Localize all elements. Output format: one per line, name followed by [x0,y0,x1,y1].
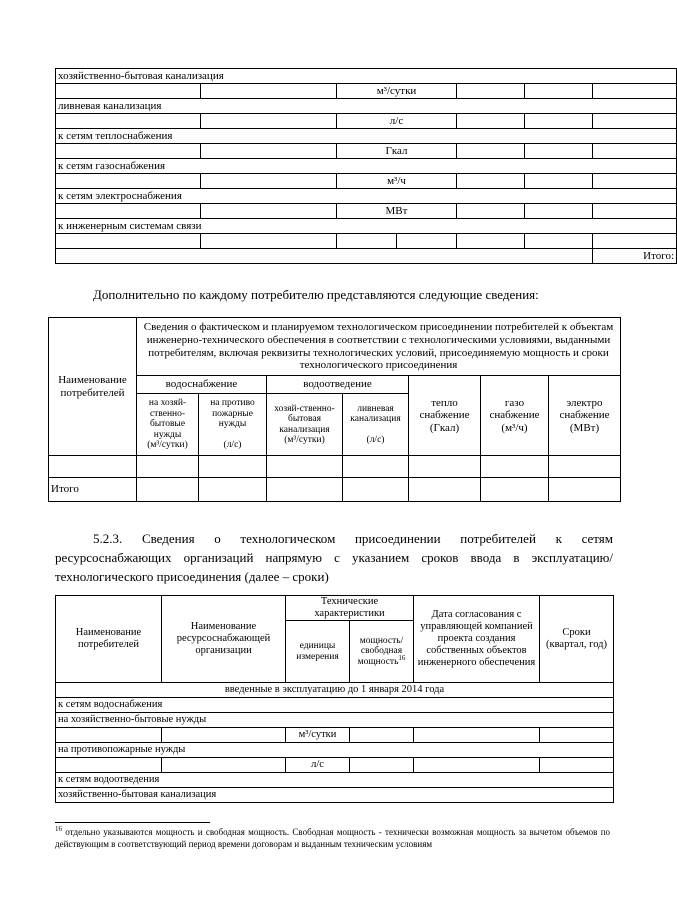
table-row [56,159,677,174]
col-consumers: Наименование потребителей [56,596,162,683]
unit-cell: м³/сутки [286,728,350,743]
row-label: на хозяйственно-бытовые нужды [56,713,614,728]
total-cell: Итого [49,478,137,502]
table-row [49,478,621,502]
col-consumers: Наименование потребителей [49,318,137,456]
table-row [49,456,621,478]
row-label: хозяйственно-бытовая канализация [56,788,614,803]
unit-cell: м³/ч [337,174,457,189]
table-continuation [55,68,677,264]
gas-header: газо снабжение (м³/ч) [481,376,549,456]
unit-cell: л/с [286,758,350,773]
electro-header: электро снабжение (МВт) [549,376,621,456]
unit-cell: МВт [337,204,457,219]
fire-needs-header: на противо пожарные нужды (л/с) [199,394,267,456]
col-terms: Сроки (квартал, год) [540,596,614,683]
row-label: к сетям водоснабжения [56,698,614,713]
details-header: Сведения о фактическом и планируемом технологическом присоединении потребителей к объектам инженерно-технического обеспечения в соответствии с технологическими условиями, выданными потребителям, включая реквизиты технологических условий, присоединяемую мощность и сроки технологического присоединения [137,318,621,376]
unit-cell: л/с [337,114,457,129]
consumer-details-table [48,317,621,502]
table-row [56,204,677,219]
table-row [56,249,677,264]
table-row [56,174,677,189]
row-label: на противопожарные нужды [56,743,614,758]
table-row [56,219,677,234]
table-row [56,129,677,144]
col-tech: Технические характеристики [286,596,414,621]
table-row [56,114,677,129]
col-units: единицы измерения [286,621,350,683]
row-label: хозяйственно-бытовая канализация [56,69,677,84]
col-power: мощность/ свободная мощность$^{16}$ [350,621,414,683]
table-row [56,234,677,249]
table-row [56,144,677,159]
col-org: Наименование ресурсоснабжающей организации [162,596,286,683]
household-needs-header: на хозяй-ственно-бытовые нужды (м³/сутки) [137,394,199,456]
commissioned-row: введенные в эксплуатацию до 1 января 2014 года [56,683,614,698]
heat-header: тепло снабжение (Гкал) [409,376,481,456]
unit-cell: Гкал [337,144,457,159]
footnote: $^{16}$ отдельно указываются мощность и свободная мощность. Свободная мощность - технически возможная мощность за вычетом объемов по действующим в соответствующий период времени договорам и выданным техническим условиям [55,825,611,850]
row-label: к сетям водоотведения [56,773,614,788]
table-row [56,69,677,84]
unit-cell: м³/сутки [337,84,457,99]
direct-connection-table [55,595,614,803]
table-row [56,84,677,99]
total-cell: Итого: [593,249,677,264]
table-row [56,189,677,204]
footnote-divider [55,822,210,823]
row-label: к сетям электроснабжения [56,189,677,204]
row-label: к сетям теплоснабжения [56,129,677,144]
storm-sewer-header: ливневая канализация (л/с) [343,394,409,456]
table-row [56,728,614,743]
water-disposal-header: водоотведение [267,376,409,394]
water-supply-header: водоснабжение [137,376,267,394]
row-label: к сетям газоснабжения [56,159,677,174]
row-label: к инженерным системам связи [56,219,677,234]
col-date: Дата согласования с управляющей компанией проекта создания собственных объектов инженерного обеспечения [414,596,540,683]
table-row [56,758,614,773]
household-sewer-header: хозяй-ственно-бытовая канализация (м³/сутки) [267,394,343,456]
table-row [56,99,677,114]
intro-text: Дополнительно по каждому потребителю представляются следующие сведения: [93,287,539,302]
row-label: ливневая канализация [56,99,677,114]
section-heading: 5.2.3. Сведения о технологическом присоединении потребителей к сетям ресурсоснабжающих организаций напрямую с указанием сроков ввода в эксплуатацию/ технологического присоединения (далее – сроки) [55,531,613,584]
